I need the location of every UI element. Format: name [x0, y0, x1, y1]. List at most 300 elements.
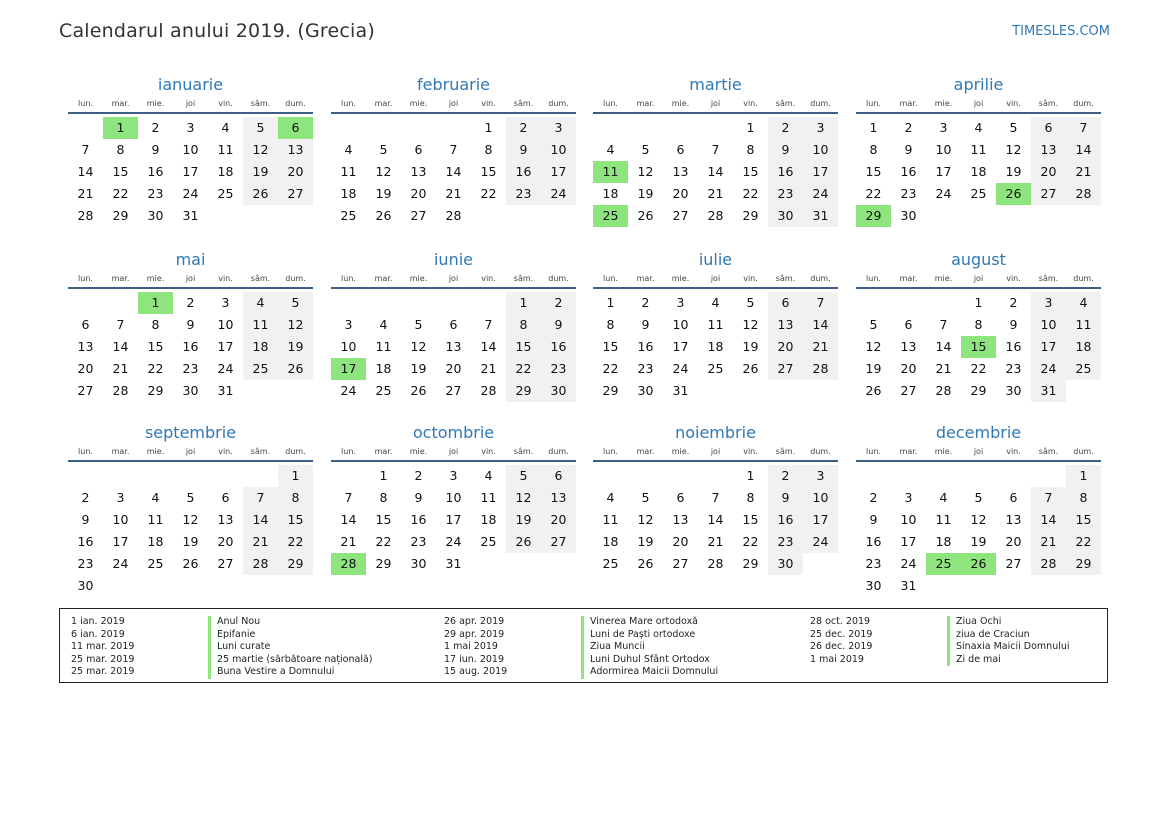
day-cell: 21 — [112, 361, 129, 376]
day-cell: 11 — [1066, 314, 1101, 336]
empty-cell — [593, 465, 628, 487]
weekday-label: lun. — [603, 99, 618, 108]
month-title: martie — [689, 75, 742, 94]
holiday-day: 26 — [996, 183, 1031, 205]
day-cell: 2 — [541, 292, 576, 314]
legend-holiday-name: ziua de Craciun — [947, 629, 1030, 642]
day-cell: 14 — [1066, 139, 1101, 161]
legend-holiday-name: Epifanie — [208, 629, 255, 642]
day-cell: 19 — [637, 534, 654, 549]
day-cell: 19 — [742, 339, 759, 354]
day-cell: 6 — [1031, 117, 1066, 139]
day-cell: 6 — [449, 317, 458, 332]
weekday-label: mar. — [636, 447, 655, 456]
holiday-day: 25 — [593, 205, 628, 227]
day-cell: 9 — [506, 139, 541, 161]
legend-row — [71, 666, 373, 679]
day-cell: 30 — [77, 578, 94, 593]
weekday-label: mie. — [409, 447, 428, 456]
legend-row — [810, 616, 1070, 629]
legend-holiday-name: Luni curate — [208, 641, 270, 654]
empty-cell — [436, 117, 471, 139]
day-cell: 29 — [1066, 553, 1101, 575]
day-cell: 14 — [340, 512, 357, 527]
legend-date: 26 dec. 2019 — [810, 641, 873, 652]
day-cell: 28 — [112, 383, 129, 398]
day-cell: 5 — [746, 295, 755, 310]
day-cell: 11 — [217, 142, 234, 157]
day-cell: 21 — [707, 186, 724, 201]
day-cell: 28 — [243, 553, 278, 575]
day-cell: 31 — [445, 556, 462, 571]
day-cell: 14 — [480, 339, 497, 354]
day-cell: 7 — [449, 142, 458, 157]
day-cell: 22 — [970, 361, 987, 376]
empty-cell — [996, 465, 1031, 487]
legend-date: 25 mar. 2019 — [71, 653, 135, 665]
weekday-label: mar. — [636, 99, 655, 108]
legend-holiday-name: Zi de mai — [947, 654, 1001, 667]
day-cell: 2 — [869, 490, 878, 505]
day-cell: 16 — [182, 339, 199, 354]
day-cell: 30 — [637, 383, 654, 398]
legend-holiday-name: Anul Nou — [208, 616, 260, 629]
day-cell: 3 — [221, 295, 230, 310]
day-cell: 6 — [541, 465, 576, 487]
day-cell: 29 — [375, 556, 392, 571]
day-cell: 17 — [803, 509, 838, 531]
day-cell: 18 — [602, 534, 619, 549]
weekday-label: joi — [448, 274, 459, 283]
day-cell: 13 — [672, 512, 689, 527]
day-cell: 4 — [939, 490, 948, 505]
holiday-day: 17 — [331, 358, 366, 380]
weekday-label: mie. — [146, 99, 165, 108]
day-cell: 2 — [186, 295, 195, 310]
day-cell: 21 — [1031, 531, 1066, 553]
day-grid — [856, 465, 1101, 597]
day-cell: 6 — [221, 490, 230, 505]
day-cell: 25 — [243, 358, 278, 380]
weekday-header — [593, 444, 838, 462]
day-cell: 31 — [672, 383, 689, 398]
day-cell: 9 — [151, 142, 160, 157]
day-cell: 15 — [278, 509, 313, 531]
day-cell: 18 — [970, 164, 987, 179]
day-cell: 7 — [1066, 117, 1101, 139]
day-cell: 13 — [1031, 139, 1066, 161]
day-cell: 17 — [935, 164, 952, 179]
day-cell: 8 — [506, 314, 541, 336]
weekday-header — [68, 444, 313, 462]
weekday-label: joi — [973, 274, 984, 283]
day-cell: 27 — [900, 383, 917, 398]
day-cell: 25 — [217, 186, 234, 201]
day-cell: 16 — [768, 509, 803, 531]
day-cell: 24 — [340, 383, 357, 398]
day-cell: 16 — [410, 512, 427, 527]
day-cell: 10 — [900, 512, 917, 527]
day-cell: 17 — [541, 161, 576, 183]
day-cell: 6 — [81, 317, 90, 332]
weekday-label: vin. — [1006, 274, 1021, 283]
day-cell: 6 — [768, 292, 803, 314]
day-cell: 27 — [1031, 183, 1066, 205]
empty-cell — [103, 292, 138, 314]
day-cell: 24 — [541, 183, 576, 205]
weekday-label: sâm. — [1038, 447, 1059, 456]
day-cell: 10 — [445, 490, 462, 505]
month-septembrie — [68, 422, 313, 597]
day-grid — [856, 292, 1101, 402]
holiday-day: 15 — [961, 336, 996, 358]
day-cell: 14 — [707, 164, 724, 179]
weekday-label: dum. — [1073, 274, 1094, 283]
weekday-label: sâm. — [775, 447, 796, 456]
day-cell: 18 — [480, 512, 497, 527]
day-cell: 25 — [707, 361, 724, 376]
empty-cell — [926, 292, 961, 314]
day-cell: 5 — [414, 317, 423, 332]
day-cell: 3 — [803, 465, 838, 487]
weekday-label: dum. — [548, 274, 569, 283]
legend-row — [71, 629, 373, 642]
day-cell: 4 — [344, 142, 353, 157]
day-cell: 8 — [869, 142, 878, 157]
day-cell: 4 — [221, 120, 230, 135]
weekday-label: vin. — [218, 99, 233, 108]
day-cell: 5 — [1009, 120, 1018, 135]
day-cell: 7 — [803, 292, 838, 314]
day-cell: 31 — [1031, 380, 1066, 402]
legend-date: 28 oct. 2019 — [810, 616, 871, 627]
empty-cell — [331, 292, 366, 314]
day-cell: 28 — [445, 208, 462, 223]
site-link[interactable]: TIMESLES.COM — [1012, 24, 1110, 39]
weekday-label: lun. — [866, 99, 881, 108]
day-cell: 30 — [1005, 383, 1022, 398]
legend-holiday-name: Ziua Ochi — [947, 616, 1001, 629]
day-cell: 25 — [147, 556, 164, 571]
weekday-label: joi — [185, 447, 196, 456]
month-iulie — [593, 249, 838, 402]
day-cell: 9 — [1009, 317, 1018, 332]
day-cell: 12 — [865, 339, 882, 354]
empty-cell — [698, 465, 733, 487]
month-title: februarie — [416, 75, 491, 94]
day-cell: 27 — [445, 383, 462, 398]
weekday-header — [856, 444, 1101, 462]
empty-cell — [68, 117, 103, 139]
day-cell: 4 — [606, 142, 615, 157]
day-cell: 10 — [217, 317, 234, 332]
holiday-day: 26 — [961, 553, 996, 575]
month-title: ianuarie — [157, 75, 224, 94]
day-cell: 17 — [112, 534, 129, 549]
legend-holiday-name: Sinaxia Maicii Domnului — [947, 641, 1070, 654]
day-cell: 28 — [77, 208, 94, 223]
holiday-day: 11 — [593, 161, 628, 183]
day-cell: 17 — [803, 161, 838, 183]
empty-cell — [926, 465, 961, 487]
month-august — [856, 249, 1101, 402]
weekday-label: mie. — [409, 274, 428, 283]
day-grid — [593, 292, 838, 402]
day-cell: 27 — [672, 208, 689, 223]
day-cell: 8 — [606, 317, 615, 332]
day-cell: 23 — [768, 183, 803, 205]
weekday-label: vin. — [743, 99, 758, 108]
day-cell: 12 — [182, 512, 199, 527]
day-cell: 1 — [278, 465, 313, 487]
legend-holiday-name: Vinerea Mare ortodoxă — [581, 616, 698, 629]
day-cell: 19 — [375, 186, 392, 201]
day-cell: 15 — [742, 512, 759, 527]
weekday-label: dum. — [1073, 447, 1094, 456]
weekday-label: vin. — [481, 447, 496, 456]
day-cell: 16 — [1005, 339, 1022, 354]
weekday-label: joi — [448, 99, 459, 108]
day-cell: 2 — [151, 120, 160, 135]
day-cell: 8 — [151, 317, 160, 332]
weekday-label: mie. — [671, 99, 690, 108]
legend-holiday-name: Luni de Paști ortodoxe — [581, 629, 695, 642]
legend-date: 1 mai 2019 — [810, 653, 864, 665]
legend-row — [444, 629, 718, 642]
day-cell: 16 — [865, 534, 882, 549]
weekday-label: mar. — [111, 99, 130, 108]
day-cell: 2 — [768, 465, 803, 487]
weekday-label: dum. — [285, 99, 306, 108]
day-cell: 19 — [182, 534, 199, 549]
weekday-label: lun. — [78, 447, 93, 456]
day-cell: 23 — [77, 556, 94, 571]
day-cell: 16 — [541, 336, 576, 358]
day-cell: 14 — [1031, 509, 1066, 531]
day-cell: 2 — [506, 117, 541, 139]
day-cell: 23 — [182, 361, 199, 376]
day-cell: 23 — [900, 186, 917, 201]
day-cell: 25 — [1066, 358, 1101, 380]
weekday-header — [856, 96, 1101, 114]
day-cell: 19 — [243, 161, 278, 183]
day-cell: 22 — [506, 358, 541, 380]
day-cell: 23 — [865, 556, 882, 571]
day-cell: 10 — [935, 142, 952, 157]
day-cell: 23 — [147, 186, 164, 201]
day-cell: 21 — [803, 336, 838, 358]
day-cell: 5 — [869, 317, 878, 332]
empty-cell — [471, 292, 506, 314]
day-cell: 11 — [243, 314, 278, 336]
day-cell: 22 — [742, 186, 759, 201]
day-cell: 24 — [900, 556, 917, 571]
day-cell: 22 — [602, 361, 619, 376]
empty-cell — [961, 465, 996, 487]
day-cell: 25 — [480, 534, 497, 549]
month-februarie — [331, 74, 576, 227]
day-cell: 2 — [414, 468, 423, 483]
legend-date: 26 apr. 2019 — [444, 616, 505, 627]
day-cell: 17 — [672, 339, 689, 354]
day-cell: 12 — [637, 512, 654, 527]
weekday-label: lun. — [341, 274, 356, 283]
day-cell: 29 — [112, 208, 129, 223]
day-cell: 1 — [974, 295, 983, 310]
day-cell: 18 — [602, 186, 619, 201]
weekday-label: vin. — [218, 274, 233, 283]
day-cell: 13 — [768, 314, 803, 336]
day-cell: 15 — [742, 164, 759, 179]
day-cell: 20 — [672, 534, 689, 549]
weekday-label: mie. — [934, 99, 953, 108]
day-cell: 30 — [410, 556, 427, 571]
day-cell: 25 — [970, 186, 987, 201]
day-cell: 10 — [803, 139, 838, 161]
day-cell: 24 — [803, 531, 838, 553]
day-cell: 11 — [602, 512, 619, 527]
weekday-label: mie. — [146, 274, 165, 283]
day-cell: 5 — [278, 292, 313, 314]
weekday-label: vin. — [1006, 447, 1021, 456]
day-cell: 7 — [1031, 487, 1066, 509]
legend-row — [810, 654, 1070, 667]
day-cell: 28 — [1031, 553, 1066, 575]
weekday-label: sâm. — [775, 99, 796, 108]
day-cell: 12 — [970, 512, 987, 527]
month-title: octombrie — [412, 423, 495, 442]
day-cell: 13 — [1005, 512, 1022, 527]
weekday-label: mar. — [899, 447, 918, 456]
day-cell: 8 — [974, 317, 983, 332]
day-cell: 30 — [768, 553, 803, 575]
month-title: iunie — [433, 250, 473, 269]
day-cell: 22 — [147, 361, 164, 376]
day-cell: 18 — [243, 336, 278, 358]
month-mai — [68, 249, 313, 402]
day-cell: 23 — [541, 358, 576, 380]
day-cell: 31 — [182, 208, 199, 223]
day-cell: 6 — [904, 317, 913, 332]
day-cell: 19 — [410, 361, 427, 376]
empty-cell — [173, 465, 208, 487]
day-cell: 3 — [344, 317, 353, 332]
day-cell: 24 — [182, 186, 199, 201]
day-cell: 5 — [243, 117, 278, 139]
weekday-label: dum. — [810, 274, 831, 283]
day-cell: 27 — [1005, 556, 1022, 571]
day-cell: 20 — [410, 186, 427, 201]
weekday-label: mar. — [899, 274, 918, 283]
day-cell: 15 — [602, 339, 619, 354]
weekday-label: sâm. — [1038, 274, 1059, 283]
weekday-label: mie. — [671, 274, 690, 283]
day-cell: 16 — [768, 161, 803, 183]
holiday-day: 25 — [926, 553, 961, 575]
day-cell: 30 — [541, 380, 576, 402]
day-cell: 8 — [379, 490, 388, 505]
legend-holiday-name: Buna Vestire a Domnului — [208, 666, 334, 679]
day-cell: 19 — [970, 534, 987, 549]
holiday-day: 1 — [103, 117, 138, 139]
empty-cell — [138, 465, 173, 487]
day-cell: 19 — [278, 336, 313, 358]
day-cell: 11 — [375, 339, 392, 354]
weekday-label: mar. — [636, 274, 655, 283]
day-cell: 28 — [803, 358, 838, 380]
legend-holiday-name: Adormirea Maicii Domnului — [581, 666, 718, 679]
empty-cell — [103, 465, 138, 487]
weekday-label: mar. — [374, 99, 393, 108]
empty-cell — [331, 465, 366, 487]
day-cell: 13 — [900, 339, 917, 354]
day-cell: 30 — [900, 208, 917, 223]
day-cell: 12 — [1005, 142, 1022, 157]
empty-cell — [1031, 465, 1066, 487]
weekday-label: joi — [710, 274, 721, 283]
day-cell: 13 — [672, 164, 689, 179]
weekday-label: mie. — [934, 274, 953, 283]
day-cell: 22 — [278, 531, 313, 553]
day-cell: 1 — [746, 468, 755, 483]
day-cell: 4 — [379, 317, 388, 332]
day-cell: 27 — [672, 556, 689, 571]
day-cell: 29 — [602, 383, 619, 398]
day-cell: 16 — [147, 164, 164, 179]
day-cell: 19 — [865, 361, 882, 376]
day-cell: 21 — [480, 361, 497, 376]
day-cell: 6 — [1009, 490, 1018, 505]
day-cell: 27 — [541, 531, 576, 553]
day-cell: 25 — [340, 208, 357, 223]
legend-row — [71, 616, 373, 629]
empty-cell — [698, 117, 733, 139]
day-cell: 14 — [243, 509, 278, 531]
day-grid — [331, 117, 576, 227]
day-cell: 16 — [637, 339, 654, 354]
day-cell: 22 — [375, 534, 392, 549]
day-cell: 7 — [711, 142, 720, 157]
legend-row — [444, 666, 718, 679]
empty-cell — [401, 292, 436, 314]
weekday-label: mie. — [146, 447, 165, 456]
day-cell: 18 — [1066, 336, 1101, 358]
day-cell: 26 — [278, 358, 313, 380]
month-aprilie — [856, 74, 1101, 227]
month-decembrie — [856, 422, 1101, 597]
day-cell: 3 — [116, 490, 125, 505]
day-cell: 18 — [217, 164, 234, 179]
day-cell: 18 — [375, 361, 392, 376]
day-grid — [593, 465, 838, 575]
day-cell: 29 — [147, 383, 164, 398]
day-cell: 11 — [935, 512, 952, 527]
day-cell: 22 — [112, 186, 129, 201]
day-cell: 14 — [445, 164, 462, 179]
day-cell: 31 — [803, 205, 838, 227]
weekday-label: vin. — [743, 447, 758, 456]
day-cell: 1 — [746, 120, 755, 135]
day-cell: 27 — [410, 208, 427, 223]
day-cell: 9 — [869, 512, 878, 527]
day-cell: 9 — [541, 314, 576, 336]
day-cell: 15 — [147, 339, 164, 354]
day-cell: 17 — [445, 512, 462, 527]
empty-cell — [401, 117, 436, 139]
day-cell: 31 — [217, 383, 234, 398]
day-cell: 3 — [904, 490, 913, 505]
month-title: septembrie — [144, 423, 237, 442]
